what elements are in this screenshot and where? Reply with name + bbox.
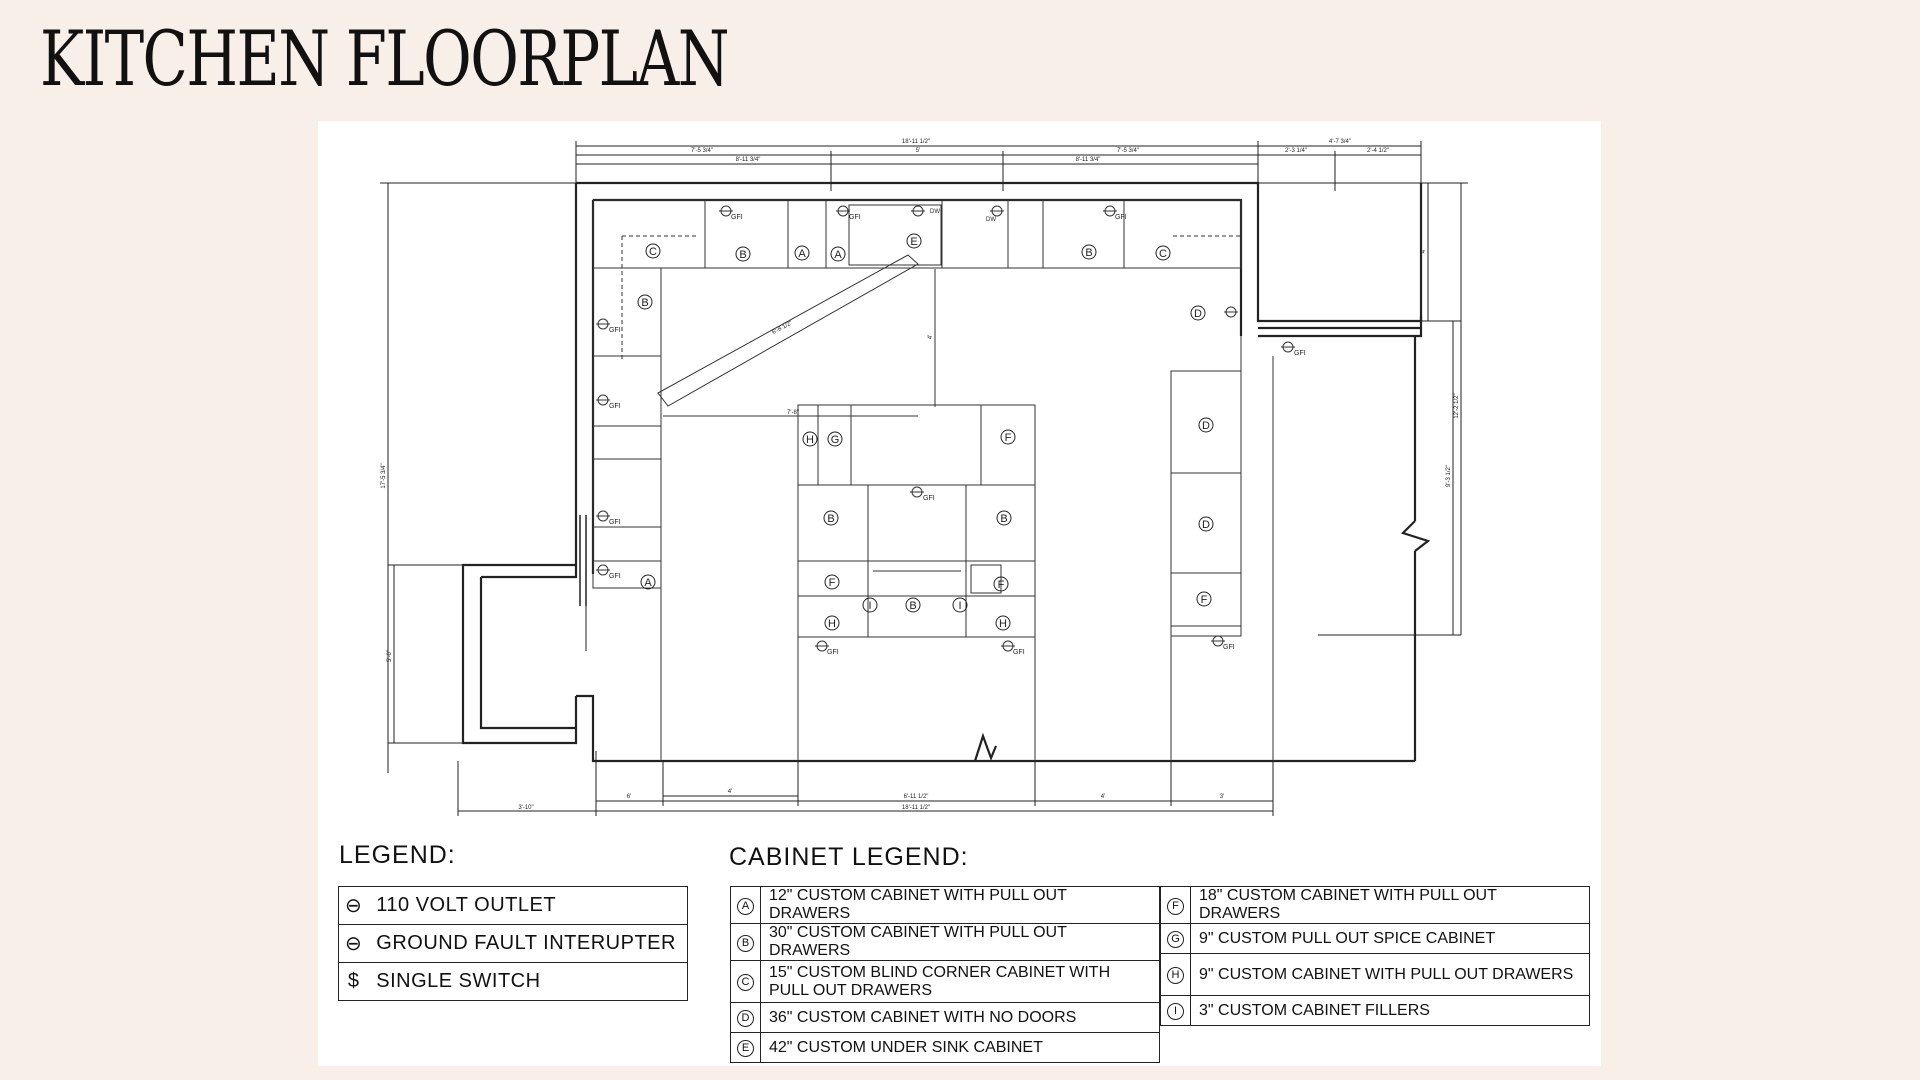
floorplan-sheet [318,121,1601,1066]
dimension-label: 6'-8 1/2" [771,320,794,336]
wall [481,565,576,577]
cabinet-tag-h [996,616,1010,630]
cabinet-tag-c [1156,246,1170,260]
dimension-label: 4' [1421,248,1427,254]
gfi-tag: GFI [827,649,839,656]
cabinet-tag-d [1199,517,1213,531]
dimension-label: 6'-11 1/2" [903,794,929,800]
legend-label: 110 VOLT OUTLET [368,887,687,925]
dimension-label: 4' [727,789,733,795]
outlet-icon: ⊖ [345,895,363,917]
dimension-label: 3' [1219,794,1225,800]
cabinet-legend-row [1161,887,1590,924]
gfi-tag: GFI [609,519,621,526]
cabinet-tag-b [638,295,652,309]
cabinet-letter: H [1167,967,1184,984]
cabinet-tag-f [994,577,1008,591]
cabinet-legend-right [1160,886,1590,1026]
cabinet-tag-b [906,598,920,612]
cabinet-legend-title: CABINET LEGEND: [729,843,969,871]
cabinet-tag-d [1199,418,1213,432]
svg-text:A: A [834,249,842,261]
svg-text:H: H [999,618,1007,630]
wall [576,696,1415,761]
svg-text:C: C [649,246,657,258]
legend-label: GROUND FAULT INTERUPTER [368,925,687,963]
gfi-outlet-icon: ⊖ [345,933,363,955]
cabinet-tag-c [646,244,660,258]
dimension-label: 7'-8" [787,410,799,416]
wall [576,183,1421,321]
cabinet-letter: G [1167,931,1184,948]
dimension-label: 3'-10" [518,805,534,811]
dishwasher-label: DW [930,209,940,215]
dimension-label: 8'-11 3/4" [735,157,761,163]
svg-text:D: D [1202,519,1210,531]
cabinet-tag-h [803,432,817,446]
svg-text:I: I [958,600,962,612]
svg-text:A: A [644,577,652,589]
dimension-label: 4' [1100,794,1106,800]
cabinet-desc: 12" CUSTOM CABINET WITH PULL OUT DRAWERS [761,887,1160,924]
dimension-label: 2'-3 1/4" [1285,148,1307,154]
cabinet-desc: 9" CUSTOM PULL OUT SPICE CABINET [1191,924,1590,954]
wall [481,577,576,728]
legend-row [339,963,688,1001]
cabinet-letter: F [1167,898,1184,915]
cabinet-tag-a [795,246,809,260]
dimension-label: 8'-11 3/4" [1075,157,1101,163]
gfi-tag: GFI [1294,350,1306,357]
svg-text:F: F [997,579,1005,591]
wall [1258,316,1421,336]
svg-text:H: H [828,618,836,630]
wall-break [1403,521,1428,551]
cabinet-desc: 3" CUSTOM CABINET FILLERS [1191,996,1590,1026]
cabinet-tag-h [825,616,839,630]
svg-text:G: G [830,434,840,446]
legend-table [338,886,688,1001]
svg-text:F: F [1200,594,1208,606]
dimension-label: 7'-5 3/4" [691,148,713,154]
cabinet-letter: C [737,974,754,991]
dimension-label: 9'-3 1/2" [1446,465,1452,487]
dishwasher [942,200,1008,268]
svg-text:H: H [806,434,814,446]
cabinet-tag-g [828,432,842,446]
cabinet-letter: I [1167,1003,1184,1020]
cabinet-legend-left [730,886,1160,1063]
cabinet-tag-i [953,598,967,612]
dimension-label: 7'-5 3/4" [1117,148,1139,154]
cabinet-tag-f [1001,430,1015,444]
svg-text:B: B [641,297,649,309]
cabinet-tag-a [831,247,845,261]
svg-text:F: F [828,577,836,589]
floorplan-drawing [318,121,1601,826]
cabinet-tag-i [863,598,877,612]
cabinet-letter: D [737,1010,754,1027]
cabinet-tag-b [736,247,750,261]
switch-icon: $ [347,970,360,992]
cabinet-desc: 18" CUSTOM CABINET WITH PULL OUT DRAWERS [1191,887,1590,924]
legend-row [339,887,688,925]
cabinet-desc: 9" CUSTOM CABINET WITH PULL OUT DRAWERS [1191,954,1590,996]
svg-text:A: A [798,248,806,260]
cabinet-desc: 42" CUSTOM UNDER SINK CABINET [761,1033,1160,1063]
gfi-tag: GFI [1115,214,1127,221]
svg-text:B: B [1085,247,1093,259]
cabinet-letter: B [737,935,754,952]
gfi-tag: GFI [1013,649,1025,656]
sink [849,205,941,265]
dimension-label: 5'-0" [387,650,393,662]
cabinet-desc: 30" CUSTOM CABINET WITH PULL OUT DRAWERS [761,924,1160,961]
dimension-label: 18'-11 1/2" [901,139,931,145]
legend-row [339,925,688,963]
svg-text:B: B [1000,513,1008,525]
cabinet-legend-row [731,887,1160,924]
cabinet-tag-b [1082,245,1096,259]
gfi-tag: GFI [609,327,621,334]
counter-top-left [593,200,826,268]
cabinet-legend-row [1161,924,1590,954]
dimension-label: 4'-7 3/4" [1329,139,1351,145]
svg-text:B: B [909,600,917,612]
cabinet-tag-b [824,511,838,525]
gfi-tag: GFI [1223,644,1235,651]
gfi-tag: GFI [609,403,621,410]
cabinet-tag-a [641,575,655,589]
dimension-label: 18'-11 1/2" [901,805,931,811]
cabinet-legend-row [1161,954,1590,996]
cabinet-tag-d [1191,306,1205,320]
svg-text:B: B [739,249,747,261]
cabinet-letter: A [737,898,754,915]
dimension-label: 12'-2 1/2" [1454,393,1460,419]
svg-text:C: C [1159,248,1167,260]
dimension-label: 2'-4 1/2" [1367,148,1389,154]
page-title: KITCHEN FLOORPLAN [40,14,729,103]
cabinet-legend-row [731,961,1160,1003]
dimension-label: 5' [915,148,921,154]
counter-left [593,268,661,588]
svg-text:E: E [910,236,918,248]
cabinet-desc: 15" CUSTOM BLIND CORNER CABINET WITH PULL OUT DRAWERS [761,961,1160,1003]
cabinet-legend-row [731,1033,1160,1063]
svg-text:D: D [1194,308,1202,320]
wall-break [975,736,996,761]
svg-text:I: I [868,600,872,612]
cabinet-desc: 36" CUSTOM CABINET WITH NO DOORS [761,1003,1160,1033]
svg-text:F: F [1004,432,1012,444]
dimension-label: 4' [928,334,934,340]
cabinet-letter: E [737,1040,754,1057]
cabinet-legend-row [731,1003,1160,1033]
legend-label: SINGLE SWITCH [368,963,687,1001]
gfi-tag: GFI [731,214,743,221]
legend-title: LEGEND: [339,841,456,869]
svg-text:D: D [1202,420,1210,432]
island-sink [851,405,981,485]
dimension-label: 17'-5 3/4" [381,463,387,489]
cabinet-legend-row [731,924,1160,961]
gfi-tag: GFI [609,573,621,580]
angled-beam [658,255,918,406]
svg-text:B: B [827,513,835,525]
cabinet-legend-row [1161,996,1590,1026]
gfi-tag: GFI [923,495,935,502]
cabinet-tag-e [907,234,921,248]
dimension-label: 6' [626,794,632,800]
cabinet-tag-f [825,575,839,589]
dishwasher-label: DW [986,217,996,223]
gfi-tag: GFI [849,214,861,221]
cabinet-tag-b [997,511,1011,525]
cabinet-tag-f [1197,592,1211,606]
